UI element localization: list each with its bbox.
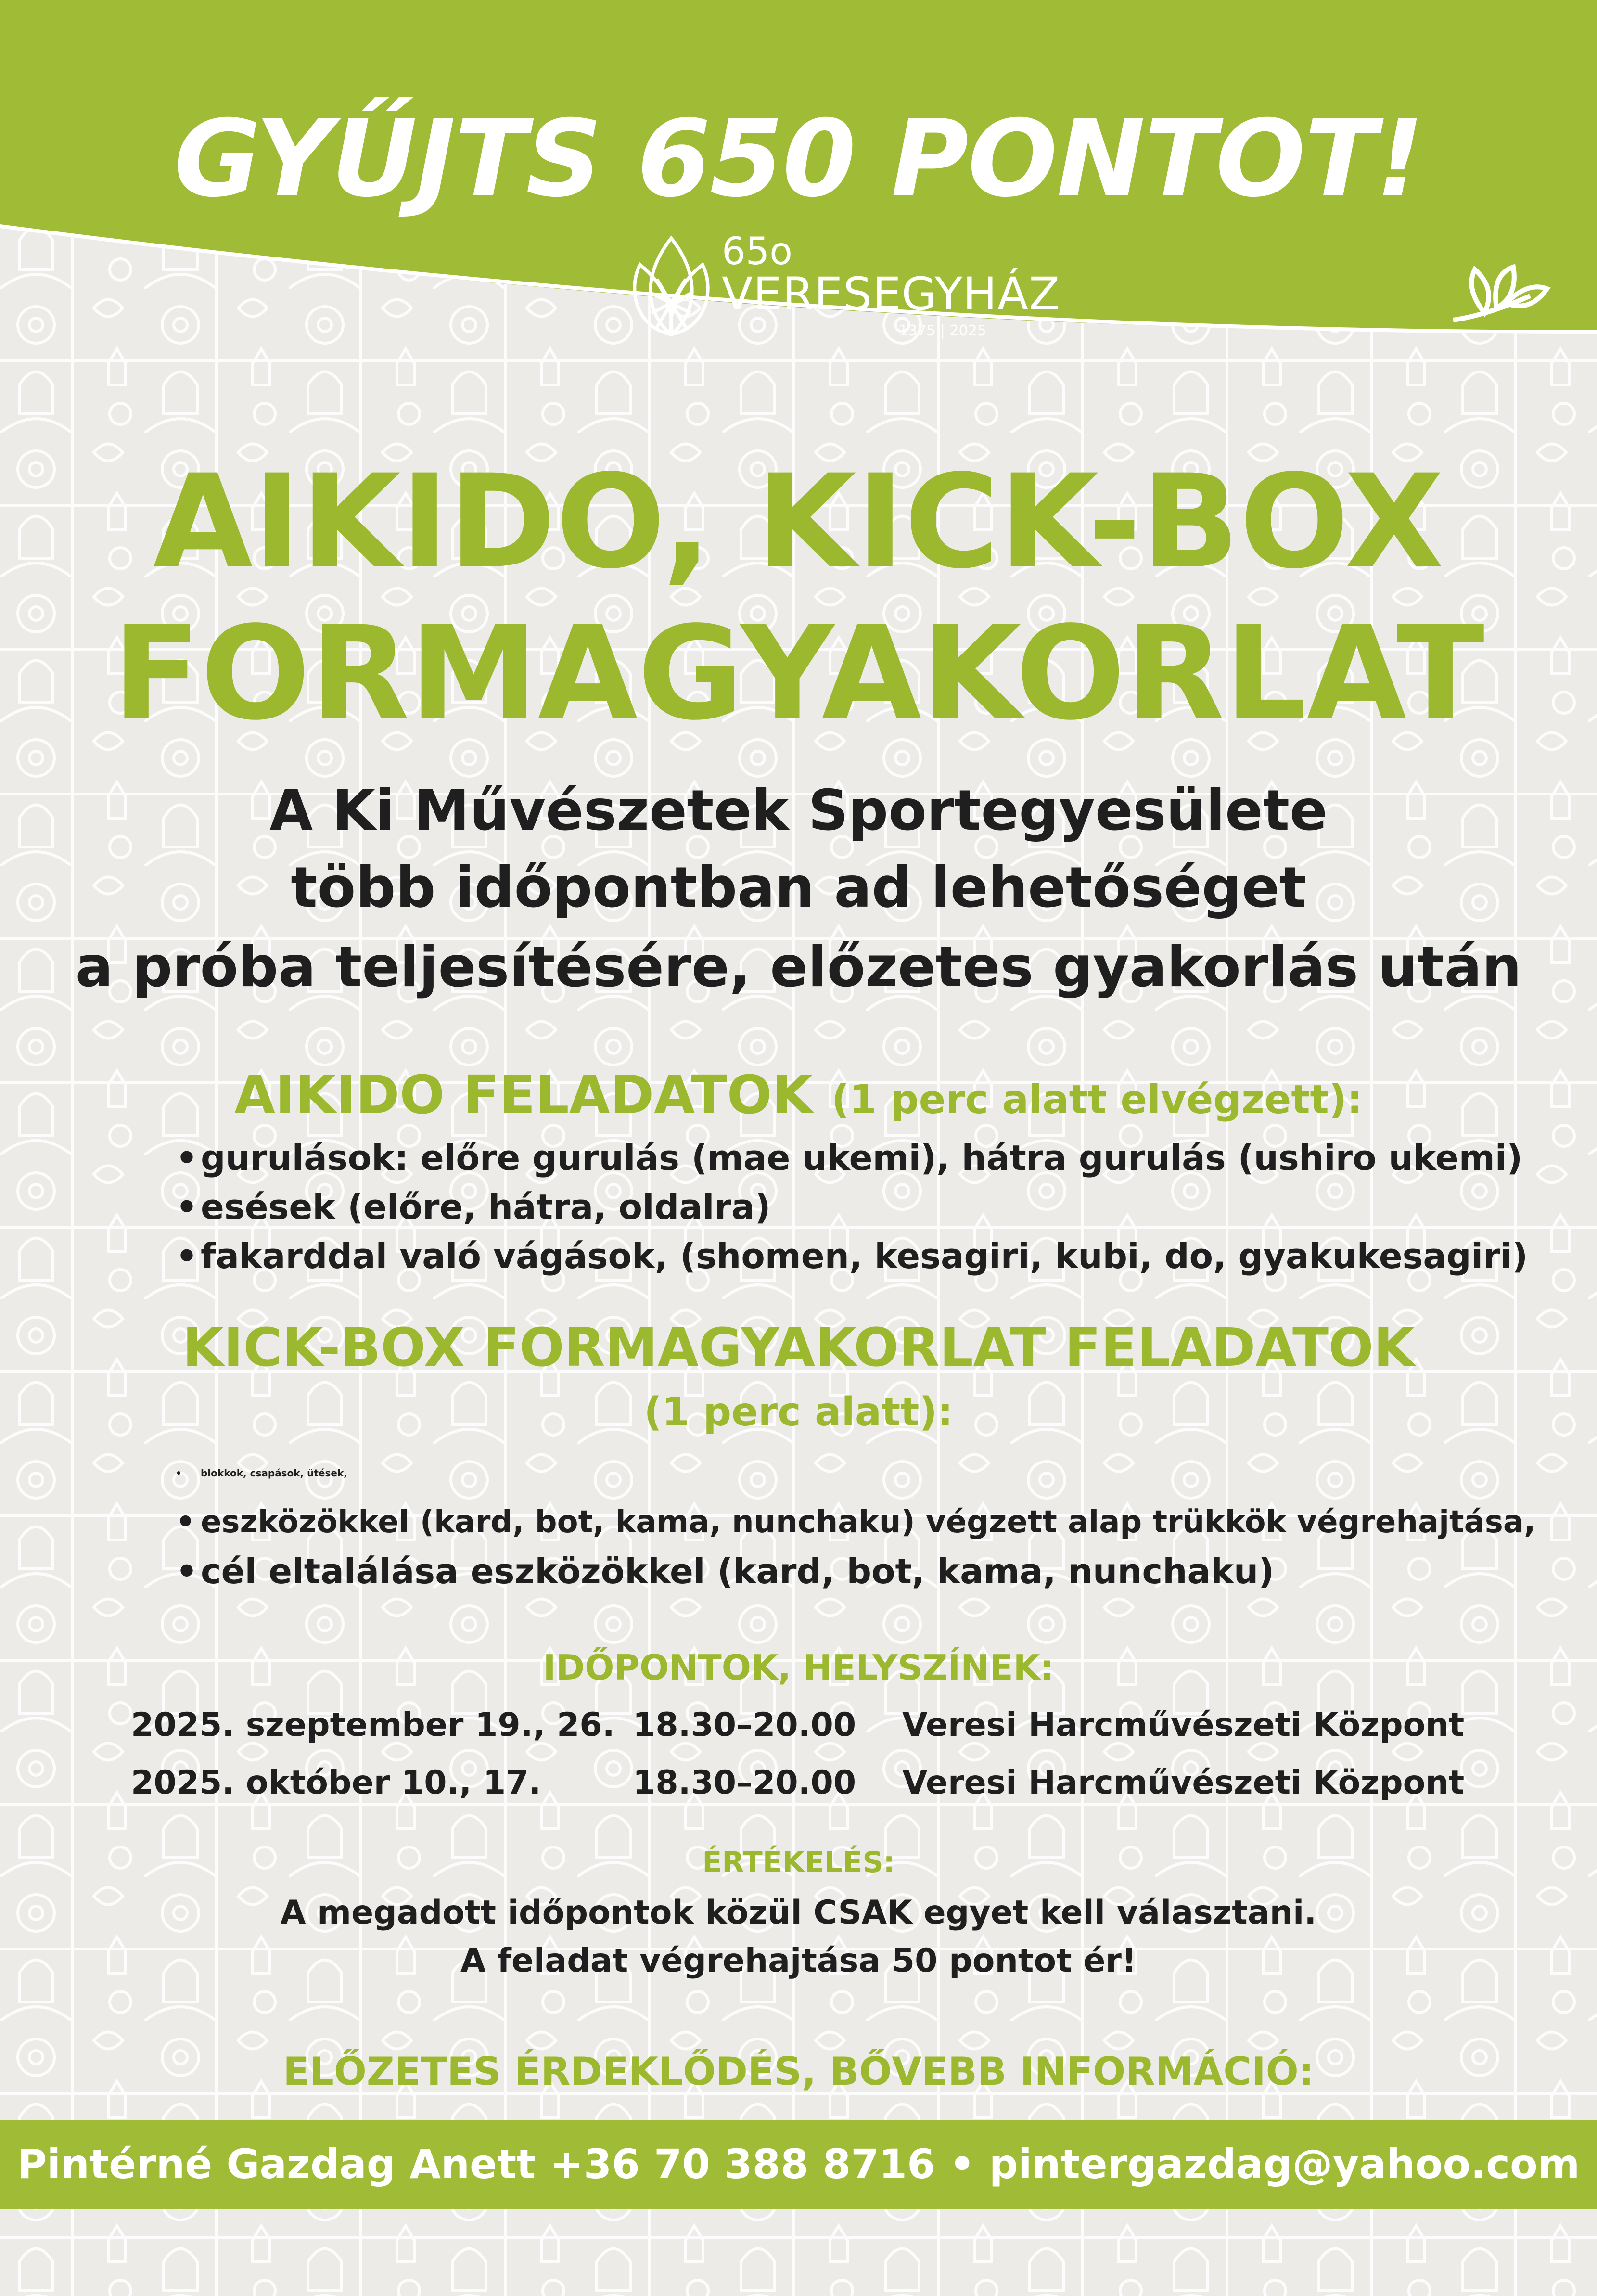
- list-item: [176, 1182, 1528, 1231]
- schedule-heading: IDŐPONTOK, HELYSZÍNEK:: [543, 1647, 1054, 1688]
- logo-number: 65o: [722, 230, 792, 273]
- aikido-heading-text: AIKIDO FELADATOK: [234, 1064, 813, 1126]
- aikido-heading-note: (1 perc alatt elvégzett):: [831, 1077, 1363, 1123]
- schedule-place: Veresi Harcművészeti Központ: [902, 1764, 1465, 1802]
- schedule-date: 2025. október 10., 17.: [131, 1764, 541, 1802]
- list-item: [176, 1498, 1535, 1547]
- list-item: [176, 1133, 1528, 1182]
- list-item-text: gurulások: előre gurulás (mae ukemi), hátra gurulás (ushiro ukemi): [201, 1138, 1523, 1178]
- evaluation-line-2: A feladat végrehajtása 50 pontot ér!: [460, 1942, 1137, 1980]
- bullet-dot: •: [176, 1236, 198, 1276]
- bullet-dot: •: [176, 1187, 198, 1227]
- evaluation-line-1: A megadott időpontok közül CSAK egyet kell választani.: [280, 1894, 1317, 1932]
- intro-line-2: több időpontban ad lehetőséget: [291, 855, 1306, 920]
- list-item: [176, 1449, 1535, 1498]
- list-item-text: cél eltalálása eszközökkel (kard, bot, kama, nunchaku): [201, 1551, 1275, 1591]
- list-item: [176, 1231, 1528, 1281]
- intro-line-1: A Ki Művészetek Sportegyesülete: [269, 778, 1328, 843]
- logo-town-name: VERESEGYHÁZ: [722, 268, 1060, 321]
- list-item-text: eszközökkel (kard, bot, kama, nunchaku) végzett alap trükkök végrehajtása,: [201, 1504, 1536, 1540]
- footer-contact: Pintérné Gazdag Anett +36 70 388 8716 • pintergazdag@yahoo.com: [17, 2141, 1580, 2188]
- evaluation-heading: ÉRTÉKELÉS:: [702, 1846, 895, 1879]
- bullet-dot: •: [176, 1467, 182, 1479]
- schedule-place: Veresi Harcművészeti Központ: [902, 1706, 1465, 1744]
- bullet-dot: •: [176, 1138, 198, 1178]
- list-item: [176, 1547, 1535, 1596]
- list-item-text: esések (előre, hátra, oldalra): [201, 1187, 771, 1227]
- lotus-flower-icon: [626, 231, 717, 342]
- list-item-text: fakarddal való vágások, (shomen, kesagiri, kubi, do, gyakukesagiri): [201, 1236, 1528, 1276]
- kickbox-heading: KICK-BOX FORMAGYAKORLAT FELADATOK: [182, 1317, 1415, 1378]
- more-info-heading: ELŐZETES ÉRDEKLŐDÉS, BŐVEBB INFORMÁCIÓ:: [283, 2049, 1314, 2094]
- veresegyhaz-650-logo: [626, 230, 1060, 351]
- aikido-task-list: [176, 1133, 1528, 1281]
- aikido-heading: [0, 1064, 1597, 1131]
- kickbox-task-list: [176, 1449, 1535, 1596]
- logo-years: 1375 | 2025: [899, 322, 986, 339]
- top-slogan: GYŰJTS 650 PONTOT!: [174, 97, 1423, 220]
- kickbox-heading-note: (1 perc alatt):: [644, 1389, 953, 1435]
- schedule-date: 2025. szeptember 19., 26.: [131, 1706, 615, 1744]
- schedule-row: [0, 1761, 1597, 1805]
- schedule-time: 18.30–20.00: [633, 1764, 856, 1802]
- main-title-line-2: FORMAGYAKORLAT: [112, 599, 1485, 749]
- schedule-row: [0, 1704, 1597, 1747]
- bullet-dot: •: [176, 1551, 198, 1591]
- schedule-time: 18.30–20.00: [633, 1706, 856, 1744]
- intro-line-3: a próba teljesítésére, előzetes gyakorlás után: [75, 935, 1522, 1000]
- bullet-dot: •: [176, 1504, 195, 1540]
- main-title-line-1: AIKIDO, KICK-BOX: [153, 447, 1444, 597]
- list-item-text: blokkok, csapások, ütések,: [201, 1467, 347, 1479]
